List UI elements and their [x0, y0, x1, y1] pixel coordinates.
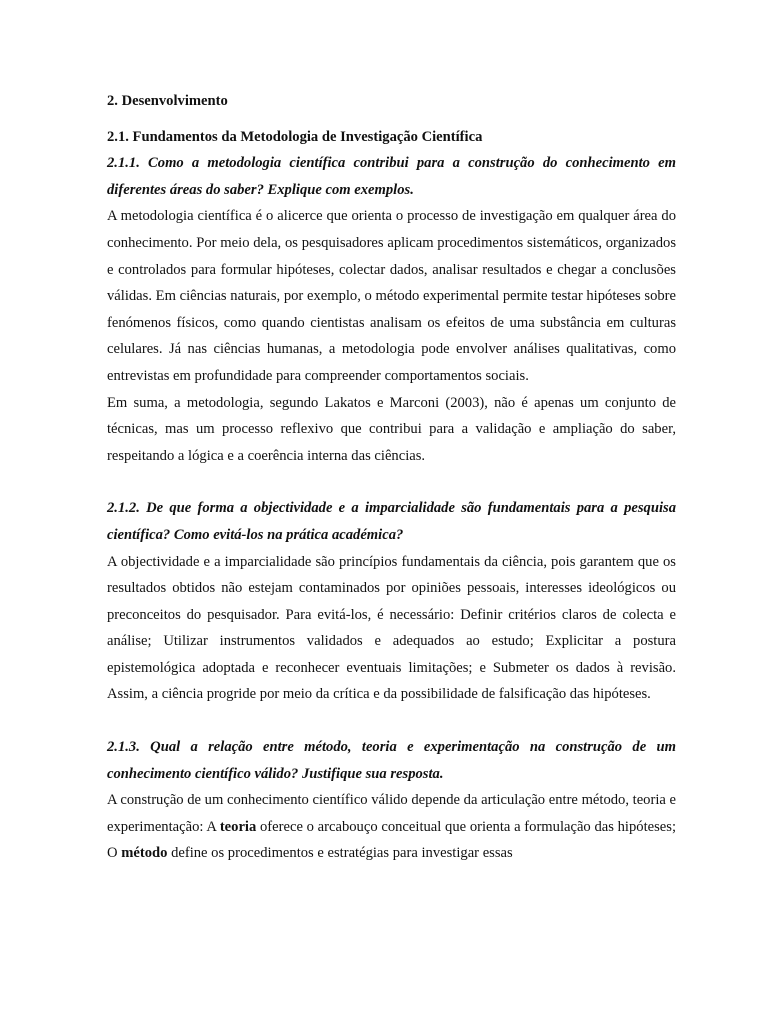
- answer-text-part: A construção de um conhecimento científico válido depende da articulação entre método, teoria e experimentação: A: [107, 792, 676, 835]
- term-metodo: método: [121, 845, 168, 862]
- answer-text-part: oferece o arcabouço conceitual que orienta a formulação das hipóteses; O: [107, 818, 677, 862]
- answer-2-1-1-paragraph-2: Em suma, a metodologia, segundo Lakatos e Marconi (2003), não é apenas um conjunto de técnicas, mas um processo reflexivo que contribui para a validação e ampliação do saber, respeitando a lógica e a coerência interna das ciências.: [107, 394, 676, 464]
- subsection-title: 2.1. Fundamentos da Metodologia de Investigação Científica: [107, 128, 483, 145]
- document-page: [107, 88, 676, 867]
- answer-2-1-2-paragraph-1: A objectividade e a imparcialidade são princípios fundamentais da ciência, pois garantem que os resultados obtidos não estejam contaminados por opiniões pessoais, interesses ideológicos ou preconceitos do pesquisador. Para evitá-los, é necessário: Definir critérios claros de colecta e análise; Utilizar instrumentos validados e adequados ao estudo; Explicitar a postura epistemológica adoptada e reconhecer eventuais limitações; e Submeter os dados à revisão. Assim, a ciência progride por meio da crítica e da possibilidade de falsificação das hipóteses.: [107, 553, 676, 703]
- term-teoria: teoria: [219, 818, 257, 835]
- question-2-1-1-title: 2.1.1. Como a metodologia científica contribui para a construção do conhecimento em diferentes áreas do saber? Explique com exemplos.: [107, 155, 676, 198]
- question-2-1-2-title: 2.1.2. De que forma a objectividade e a imparcialidade são fundamentais para a pesquisa científica? Como evitá-los na prática académica?: [107, 500, 676, 543]
- answer-text-part: define os procedimentos e estratégias para investigar essas: [167, 845, 513, 862]
- answer-2-1-1-paragraph-1: A metodologia científica é o alicerce que orienta o processo de investigação em qualquer área do conhecimento. Por meio dela, os pesquisadores aplicam procedimentos sistemáticos, organizados e controlados para formular hipóteses, colectar dados, analisar resultados e chegar a conclusões válidas. Em ciências naturais, por exemplo, o método experimental permite testar hipóteses sobre fenómenos físicos, como quando cientistas analisam os efeitos de uma substância em culturas celulares. Já nas ciências humanas, a metodologia pode envolver análises qualitativas, como entrevistas em profundidade para compreender comportamentos sociais.: [107, 208, 676, 384]
- question-2-1-3-title: 2.1.3. Qual a relação entre método, teoria e experimentação na construção de um conhecimento científico válido? Justifique sua resposta.: [107, 739, 676, 782]
- section-title: 2. Desenvolvimento: [107, 93, 228, 109]
- answer-2-1-3-paragraph-1: [107, 787, 676, 867]
